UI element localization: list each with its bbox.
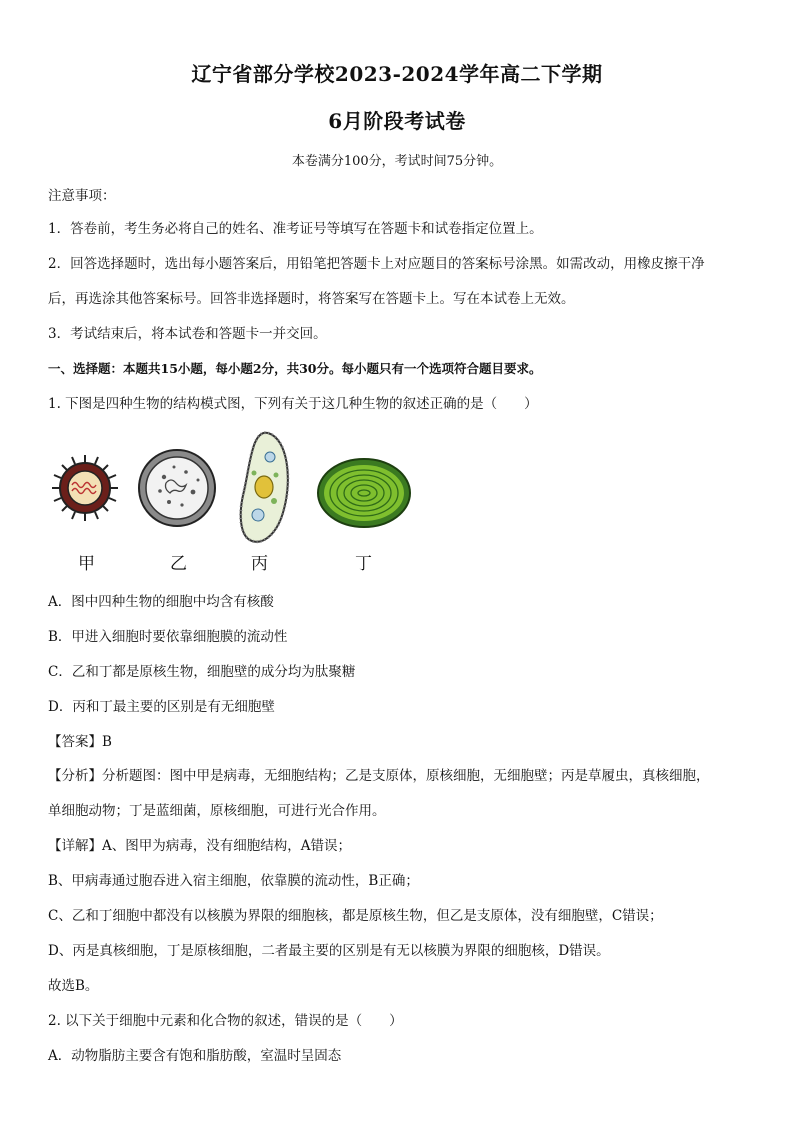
option-b: B．甲进入细胞时要依靠细胞膜的流动性 [48,629,288,645]
section-heading: 一、选择题：本题共15小题，每小题2分，共30分。每小题只有一个选项符合题目要求。 [48,361,542,376]
analysis-line: 【分析】分析题图：图中甲是病毒，无细胞结构；乙是支原体，原核细胞，无细胞壁；丙是草履虫，真核细胞， [48,768,710,784]
question-stem: 2. 以下关于细胞中元素和化合物的叙述，错误的是（ ） [48,1013,403,1029]
virus-illustration [50,453,120,523]
detail-line: C、乙和丁细胞中都没有以核膜为界限的细胞核，都是原核生物，但乙是支原体，没有细胞壁，C错误； [48,908,663,924]
figure-label-yi: 乙 [170,554,187,574]
exam-title: 辽宁省部分学校2023-2024学年高二下学期 [191,62,603,86]
note-item: 后，再选涂其他答案标号。回答非选择题时，将答案写在答题卡上。写在本试卷上无效。 [48,291,575,307]
paramecium-illustration [234,429,294,547]
organism-figure [48,425,428,575]
option-a: A．动物脂肪主要含有饱和脂肪酸，室温时呈固态 [48,1048,342,1064]
exam-subtitle-title: 6月阶段考试卷 [328,109,466,133]
note-item: 3．考试结束后，将本试卷和答题卡一并交回。 [48,326,327,342]
conclusion: 故选B。 [48,978,99,994]
figure-label-bing: 丙 [251,554,268,574]
detail-line: B、甲病毒通过胞吞进入宿主细胞，依靠膜的流动性，B正确； [48,873,419,889]
option-a: A．图中四种生物的细胞中均含有核酸 [48,594,274,610]
figure-label-jia: 甲 [78,554,95,574]
figure-label-ding: 丁 [355,554,372,574]
mycoplasma-illustration [136,447,218,529]
option-d: D．丙和丁最主要的区别是有无细胞壁 [48,699,275,715]
detail-line: 【详解】A、图甲为病毒，没有细胞结构，A错误； [48,838,351,854]
exam-info: 本卷满分100分，考试时间75分钟。 [291,154,503,169]
note-item: 1．答卷前，考生务必将自己的姓名、准考证号等填写在答题卡和试卷指定位置上。 [48,221,543,237]
option-c: C．乙和丁都是原核生物，细胞壁的成分均为肽聚糖 [48,664,356,680]
question-stem: 1. 下图是四种生物的结构模式图，下列有关于这几种生物的叙述正确的是（ ） [48,396,538,412]
analysis-line: 单细胞动物；丁是蓝细菌，原核细胞，可进行光合作用。 [48,803,386,819]
notes-heading: 注意事项： [48,188,116,204]
note-item: 2．回答选择题时，选出每小题答案后，用铅笔把答题卡上对应题目的答案标号涂黑。如需改动，用橡皮擦干净 [48,256,705,272]
answer: 【答案】B [48,734,112,750]
detail-line: D、丙是真核细胞，丁是原核细胞，二者最主要的区别是有无以核膜为界限的细胞核，D错误。 [48,943,610,959]
cyanobacterium-illustration [316,457,412,529]
